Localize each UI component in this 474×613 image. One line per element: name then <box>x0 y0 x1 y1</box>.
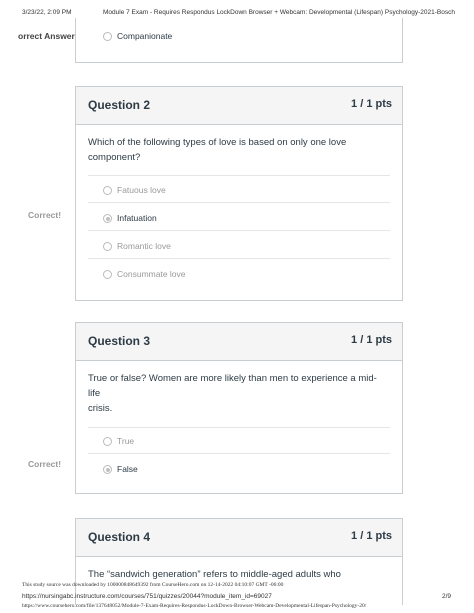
question-2-points: 1 / 1 pts <box>351 98 392 110</box>
question-2-correct-label: Correct! <box>28 210 62 220</box>
download-source-note: This study source was downloaded by 100000848649392 from CourseHero.com on 12-14-2022 04:10:07 GMT -06:00 <box>22 582 284 588</box>
option-fatuous-love: Fatuous love <box>117 185 166 195</box>
divider <box>88 427 390 428</box>
print-page-title: Module 7 Exam - Requires Respondus LockDown Browser + Webcam: Developmental (Lifespan) Psychology-2021-Bosch <box>103 9 455 16</box>
question-3-card <box>75 322 403 494</box>
divider <box>88 202 390 203</box>
radio-false[interactable] <box>103 465 112 474</box>
divider <box>88 230 390 231</box>
radio-romantic-love[interactable] <box>103 242 112 251</box>
radio-fatuous-love[interactable] <box>103 186 112 195</box>
radio-infatuation[interactable] <box>103 214 112 223</box>
radio-true[interactable] <box>103 437 112 446</box>
divider <box>88 175 390 176</box>
question-4-text: The “sandwich generation” refers to middle-aged adults who <box>88 569 341 580</box>
option-false: False <box>117 464 138 474</box>
question-4-points: 1 / 1 pts <box>351 530 392 542</box>
correct-answer-label: orrect Answer <box>18 31 75 41</box>
radio-companionate[interactable] <box>103 32 112 41</box>
option-romantic-love: Romantic love <box>117 241 171 251</box>
coursehero-url[interactable]: https://www.coursehero.com/file/137648052/Module-7-Exam-Requires-Respondus-LockDown-Browser-Webcam-Developmental-Lifespan-Psychology-20/ <box>22 603 367 609</box>
question-3-correct-label: Correct! <box>28 459 62 469</box>
question-1-fragment <box>75 18 403 63</box>
question-3-points: 1 / 1 pts <box>351 334 392 346</box>
print-datetime: 3/23/22, 2:09 PM <box>22 9 72 16</box>
divider <box>88 453 390 454</box>
page-number: 2/9 <box>442 593 452 600</box>
divider <box>88 258 390 259</box>
question-2-title: Question 2 <box>88 98 151 112</box>
radio-consummate-love[interactable] <box>103 270 112 279</box>
question-2-card <box>75 86 403 301</box>
option-infatuation: Infatuation <box>117 213 157 223</box>
question-2-header <box>76 87 402 125</box>
question-3-header <box>76 323 402 361</box>
question-3-text: True or false? Women are more likely than men to experience a mid-life crisis. <box>88 373 377 414</box>
print-url[interactable]: https://nursingabc.instructure.com/courses/751/quizzes/20044?module_item_id=69027 <box>22 593 272 600</box>
question-4-header <box>76 519 402 557</box>
option-companionate: Companionate <box>117 31 173 41</box>
option-true: True <box>117 436 135 446</box>
option-consummate-love: Consummate love <box>117 269 186 279</box>
question-2-text: Which of the following types of love is based on only one love component? <box>88 137 347 163</box>
question-4-card <box>75 518 403 605</box>
question-3-title: Question 3 <box>88 334 151 348</box>
question-4-title: Question 4 <box>88 530 151 544</box>
